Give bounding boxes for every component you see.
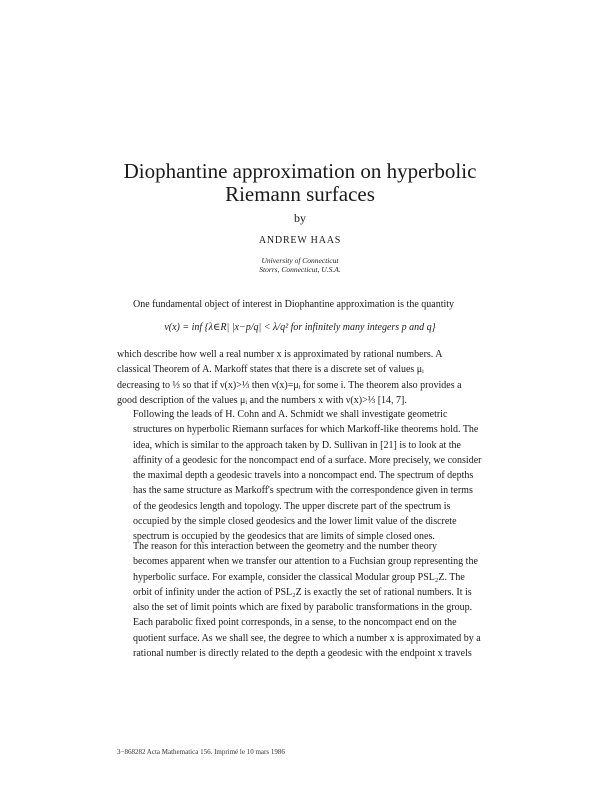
title-line-2: Riemann surfaces (225, 182, 375, 206)
text-line: classical Theorem of A. Markoff states that there is a discrete set of values μᵢ (117, 364, 424, 376)
text-line: idea, which is similar to the approach taken by D. Sullivan in [21] is to look at the (133, 439, 461, 451)
text-line: spectrum is occupied by the geodesics that are limits of simple closed ones. (133, 531, 435, 543)
text-line: has the same structure as Markoff's spectrum with the correspondence given in terms (133, 485, 473, 497)
paragraph-3 (117, 407, 600, 545)
text-line: hyperbolic surface. For example, consider the classical Modular group PSL₂Z. The (133, 571, 465, 583)
text-line: rational number is directly related to the depth a geodesic with the endpoint x travels (133, 648, 472, 660)
paper-title (0, 160, 600, 206)
text-line: which describe how well a real number x is approximated by rational numbers. A (117, 349, 443, 360)
text-line: The reason for this interaction between the geometry and the number theory (133, 541, 438, 552)
affiliation-line-1: University of Connecticut (261, 256, 339, 265)
text-line: occupied by the simple closed geodesics and the lower limit value of the discrete (133, 516, 457, 528)
text-line: structures on hyperbolic Riemann surfaces for which Markoff-like theorems hold. The (133, 424, 479, 436)
text-line: Each parabolic fixed point corresponds, in a sense, to the noncompact end on the (133, 617, 457, 629)
text-line: the maximal depth a geodesic travels into a noncompact end. The spectrum of depths (133, 470, 474, 482)
text-line: becomes apparent when we transfer our attention to a Fuchsian group representing the (133, 556, 478, 568)
by-label: by (294, 211, 306, 225)
author-name: ANDREW HAAS (258, 235, 342, 246)
text-line: good description of the values μᵢ and the numbers x with ν(x)>⅓ [14, 7]. (117, 394, 407, 406)
affiliation-line-2: Storrs, Connecticut, U.S.A. (259, 265, 341, 274)
paragraph-2 (117, 347, 600, 408)
paragraph-1: One fundamental object of interest in Diophantine approximation is the quantity (133, 299, 455, 310)
text-line: affinity of a geodesic for the noncompact end of a surface. More precisely, we consider (133, 454, 482, 466)
paragraph-4 (117, 539, 600, 661)
formula: ν(x) = inf {λ∈R| |x−p/q| < λ/q² for infinitely many integers p and q} (164, 322, 436, 333)
text-line: quotient surface. As we shall see, the degree to which a number x is approximated by a (133, 632, 481, 644)
text-line: decreasing to ⅓ so that if ν(x)>⅓ then ν(x)=μᵢ for some i. The theorem also provides a (117, 379, 462, 391)
journal-footer: 3−868282 Acta Mathematica 156. Imprimé le 10 mars 1986 (117, 748, 285, 756)
text-line: Following the leads of H. Cohn and A. Schmidt we shall investigate geometric (133, 409, 448, 420)
title-line-1: Diophantine approximation on hyperbolic (123, 159, 477, 183)
text-line: of the geodesics length and topology. The upper discrete part of the spectrum is (133, 500, 451, 512)
text-line: orbit of infinity under the action of PSL₂Z is exactly the set of rational numbers. It is (133, 586, 472, 598)
text-line: also the set of limit points which are fixed by parabolic transformations in the group. (133, 602, 473, 614)
affiliation (0, 256, 600, 274)
